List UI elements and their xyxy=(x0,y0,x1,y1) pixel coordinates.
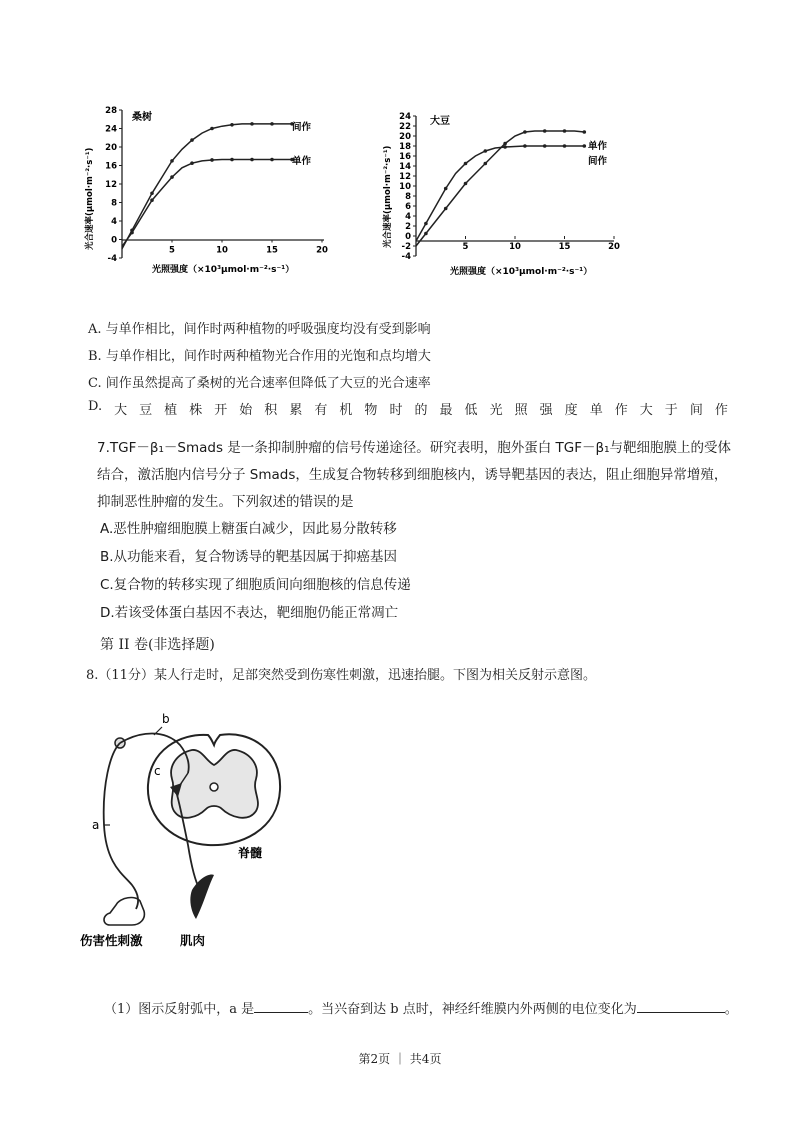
q6-option-d-char: 大 xyxy=(639,403,653,418)
chart-mulberry xyxy=(80,100,350,280)
data-point xyxy=(270,122,274,126)
x-axis-label: 光照强度（×10³μmol·m⁻²·s⁻¹） xyxy=(450,267,593,277)
q8-sub1-text1: （1）图示反射弧中，a 是 xyxy=(104,1002,255,1017)
data-point xyxy=(250,158,254,162)
q6-option-d-char: 植 xyxy=(164,403,178,418)
data-point xyxy=(424,232,428,236)
q8-sub1 xyxy=(104,998,738,1017)
q6-option-b: B. 与单作相比，间作时两种植物光合作用的光饱和点均增大 xyxy=(88,349,431,364)
stimulus-label: 伤害性刺激 xyxy=(80,933,143,948)
series-label-monocrop: 单作 xyxy=(588,141,608,152)
y-tick-label: -4 xyxy=(107,254,117,264)
q6-option-d-char: 度 xyxy=(564,403,578,418)
x-tick-label: 10 xyxy=(216,245,228,256)
y-tick-label: 20 xyxy=(105,143,117,153)
page-footer: 第2页 ｜ 共4页 xyxy=(358,1052,442,1066)
q6-option-d-char: 株 xyxy=(189,403,203,418)
y-tick-label: 24 xyxy=(105,124,117,135)
q6-option-c: C. 间作虽然提高了桑树的光合速率但降低了大豆的光合速率 xyxy=(88,376,431,391)
y-tick-label: 0 xyxy=(405,232,411,242)
data-point xyxy=(563,129,567,133)
y-axis-label: 光合速率(μmol·m⁻²·s⁻¹) xyxy=(383,145,393,248)
data-point xyxy=(150,191,154,195)
q6-option-d-char: 积 xyxy=(264,403,278,418)
y-tick-label: 20 xyxy=(399,132,411,142)
series-label-monocrop: 单作 xyxy=(292,156,312,167)
y-tick-label: 28 xyxy=(105,106,117,116)
central-canal xyxy=(210,783,218,791)
q6-option-d-char: 机 xyxy=(339,403,353,418)
x-tick-label: 15 xyxy=(266,245,278,256)
x-tick-label: 15 xyxy=(558,242,571,252)
q6-option-d-char: 作 xyxy=(714,403,728,418)
y-tick-label: 8 xyxy=(111,198,117,209)
answer-blank-potential[interactable] xyxy=(637,998,725,1013)
q6-option-d-char: 强 xyxy=(539,403,553,418)
x-tick-label: 5 xyxy=(169,245,175,256)
q7-option-a: A.恶性肿瘤细胞膜上糖蛋白减少，因此易分散转移 xyxy=(100,521,397,537)
data-point xyxy=(543,144,547,148)
y-tick-label: -4 xyxy=(401,252,411,262)
data-point xyxy=(484,149,488,153)
data-point xyxy=(230,123,234,127)
data-point xyxy=(424,222,428,226)
data-point xyxy=(523,130,527,134)
q7-stem-line3: 抑制恶性肿瘤的发生。下列叙述的错误的是 xyxy=(97,494,354,510)
q6-option-d-char: 豆 xyxy=(139,403,153,418)
y-tick-label: 18 xyxy=(399,142,411,152)
data-point xyxy=(250,122,254,126)
q7-stem-line1: 7.TGF－β₁－Smads 是一条抑制肿瘤的信号传递途径。研究表明，胞外蛋白 TGF－β₁与靶细胞膜上的受体 xyxy=(97,440,732,456)
q6-option-d-char: 最 xyxy=(439,403,453,418)
q6-option-d-char: 作 xyxy=(614,403,628,418)
q7-option-b: B.从功能来看，复合物诱导的靶基因属于抑癌基因 xyxy=(100,549,398,565)
y-tick-label: 4 xyxy=(111,217,117,227)
q6-option-d-char: 始 xyxy=(239,403,253,418)
y-tick-label: -2 xyxy=(401,242,411,252)
data-point xyxy=(464,162,468,166)
data-point xyxy=(563,144,567,148)
data-point xyxy=(190,138,194,142)
data-point xyxy=(464,182,468,186)
q6-option-d-char: 大 xyxy=(114,403,128,418)
x-tick-label: 20 xyxy=(608,242,620,252)
q6-option-d-char: 时 xyxy=(389,403,403,418)
q6-option-d-char: 物 xyxy=(364,403,378,418)
reflex-arc-diagram xyxy=(80,705,310,955)
answer-blank-a[interactable] xyxy=(254,998,308,1013)
q6-option-d-char: 光 xyxy=(489,403,503,418)
chart-title: 桑树 xyxy=(132,112,152,123)
data-point xyxy=(170,175,174,179)
q6-option-d-char: 间 xyxy=(689,403,703,418)
data-point xyxy=(130,231,134,235)
y-tick-label: 2 xyxy=(405,222,411,232)
q6-option-a: A. 与单作相比，间作时两种植物的呼吸强度均没有受到影响 xyxy=(88,322,431,337)
y-tick-label: 12 xyxy=(105,180,117,190)
data-point xyxy=(170,159,174,163)
data-point xyxy=(583,144,587,148)
x-tick-label: 10 xyxy=(509,242,521,252)
series-label-intercrop: 间作 xyxy=(292,122,312,133)
label-a: a xyxy=(92,818,100,832)
section-title: 第 II 卷(非选择题) xyxy=(100,637,215,653)
label-b: b xyxy=(162,712,170,726)
y-tick-label: 12 xyxy=(399,172,411,182)
x-tick-label: 20 xyxy=(316,245,328,256)
data-point xyxy=(230,158,234,162)
q6-option-d-char: D. xyxy=(88,399,103,414)
q6-option-d xyxy=(88,399,728,418)
q8-sub1-end: 。 xyxy=(724,1002,738,1017)
spine-label: 脊髓 xyxy=(238,846,263,860)
q6-option-d-char: 的 xyxy=(414,403,428,418)
y-tick-label: 14 xyxy=(399,162,411,172)
q8-sub1-text2: 。当兴奋到达 b 点时，神经纤维膜内外两侧的电位变化为 xyxy=(308,1002,637,1017)
y-tick-label: 24 xyxy=(399,112,411,122)
label-c: c xyxy=(154,764,161,778)
q6-option-d-char: 有 xyxy=(314,403,328,418)
x-tick-label: 5 xyxy=(462,242,469,252)
q7-option-c: C.复合物的转移实现了细胞质间向细胞核的信息传递 xyxy=(100,577,411,593)
chart-soybean xyxy=(376,108,646,283)
data-point xyxy=(503,142,507,146)
q8-stem: 8.（11分）某人行走时，足部突然受到伤寒性刺激，迅速抬腿。下图为相关反射示意图。 xyxy=(86,668,596,683)
y-tick-label: 4 xyxy=(405,212,411,222)
y-tick-label: 8 xyxy=(405,192,411,202)
q7-option-d: D.若该受体蛋白基因不表达，靶细胞仍能正常凋亡 xyxy=(100,605,399,621)
y-axis-label: 光合速率(μmol·m⁻²·s⁻¹) xyxy=(85,147,95,250)
q6-option-d-char: 低 xyxy=(464,403,478,418)
muscle-shape xyxy=(190,875,214,919)
data-point xyxy=(190,161,194,165)
q6-option-d-char: 开 xyxy=(214,403,228,418)
data-point xyxy=(444,207,448,211)
data-point xyxy=(210,158,214,162)
y-tick-label: 10 xyxy=(399,182,411,192)
q6-option-d-char: 于 xyxy=(664,403,678,418)
data-point xyxy=(270,158,274,162)
q6-option-d-char: 单 xyxy=(589,403,603,418)
q6-option-d-char: 照 xyxy=(514,403,528,418)
data-point xyxy=(583,130,587,134)
y-tick-label: 22 xyxy=(399,122,411,132)
q6-option-d-char: 累 xyxy=(289,403,303,418)
y-tick-label: 0 xyxy=(111,235,117,246)
q7-stem-line2: 结合，激活胞内信号分子 Smads，生成复合物转移到细胞核内，诱导靶基因的表达，阻止细胞异常增殖， xyxy=(97,467,728,483)
data-point xyxy=(523,144,527,148)
series-line-0 xyxy=(122,124,292,249)
x-axis-label: 光照强度（×10³μmol·m⁻²·s⁻¹） xyxy=(152,265,295,275)
data-point xyxy=(543,129,547,133)
series-line-1 xyxy=(416,146,584,241)
muscle-label: 肌肉 xyxy=(180,933,206,948)
data-point xyxy=(444,187,448,191)
data-point xyxy=(484,162,488,166)
y-tick-label: 16 xyxy=(105,161,117,172)
y-tick-label: 16 xyxy=(399,152,411,162)
afferent-fiber-peripheral xyxy=(104,743,138,909)
data-point xyxy=(503,145,507,149)
chart-title: 大豆 xyxy=(430,116,450,127)
y-tick-label: 6 xyxy=(405,202,411,212)
series-label-intercrop: 间作 xyxy=(588,156,608,167)
data-point xyxy=(210,127,214,131)
data-point xyxy=(150,198,154,202)
